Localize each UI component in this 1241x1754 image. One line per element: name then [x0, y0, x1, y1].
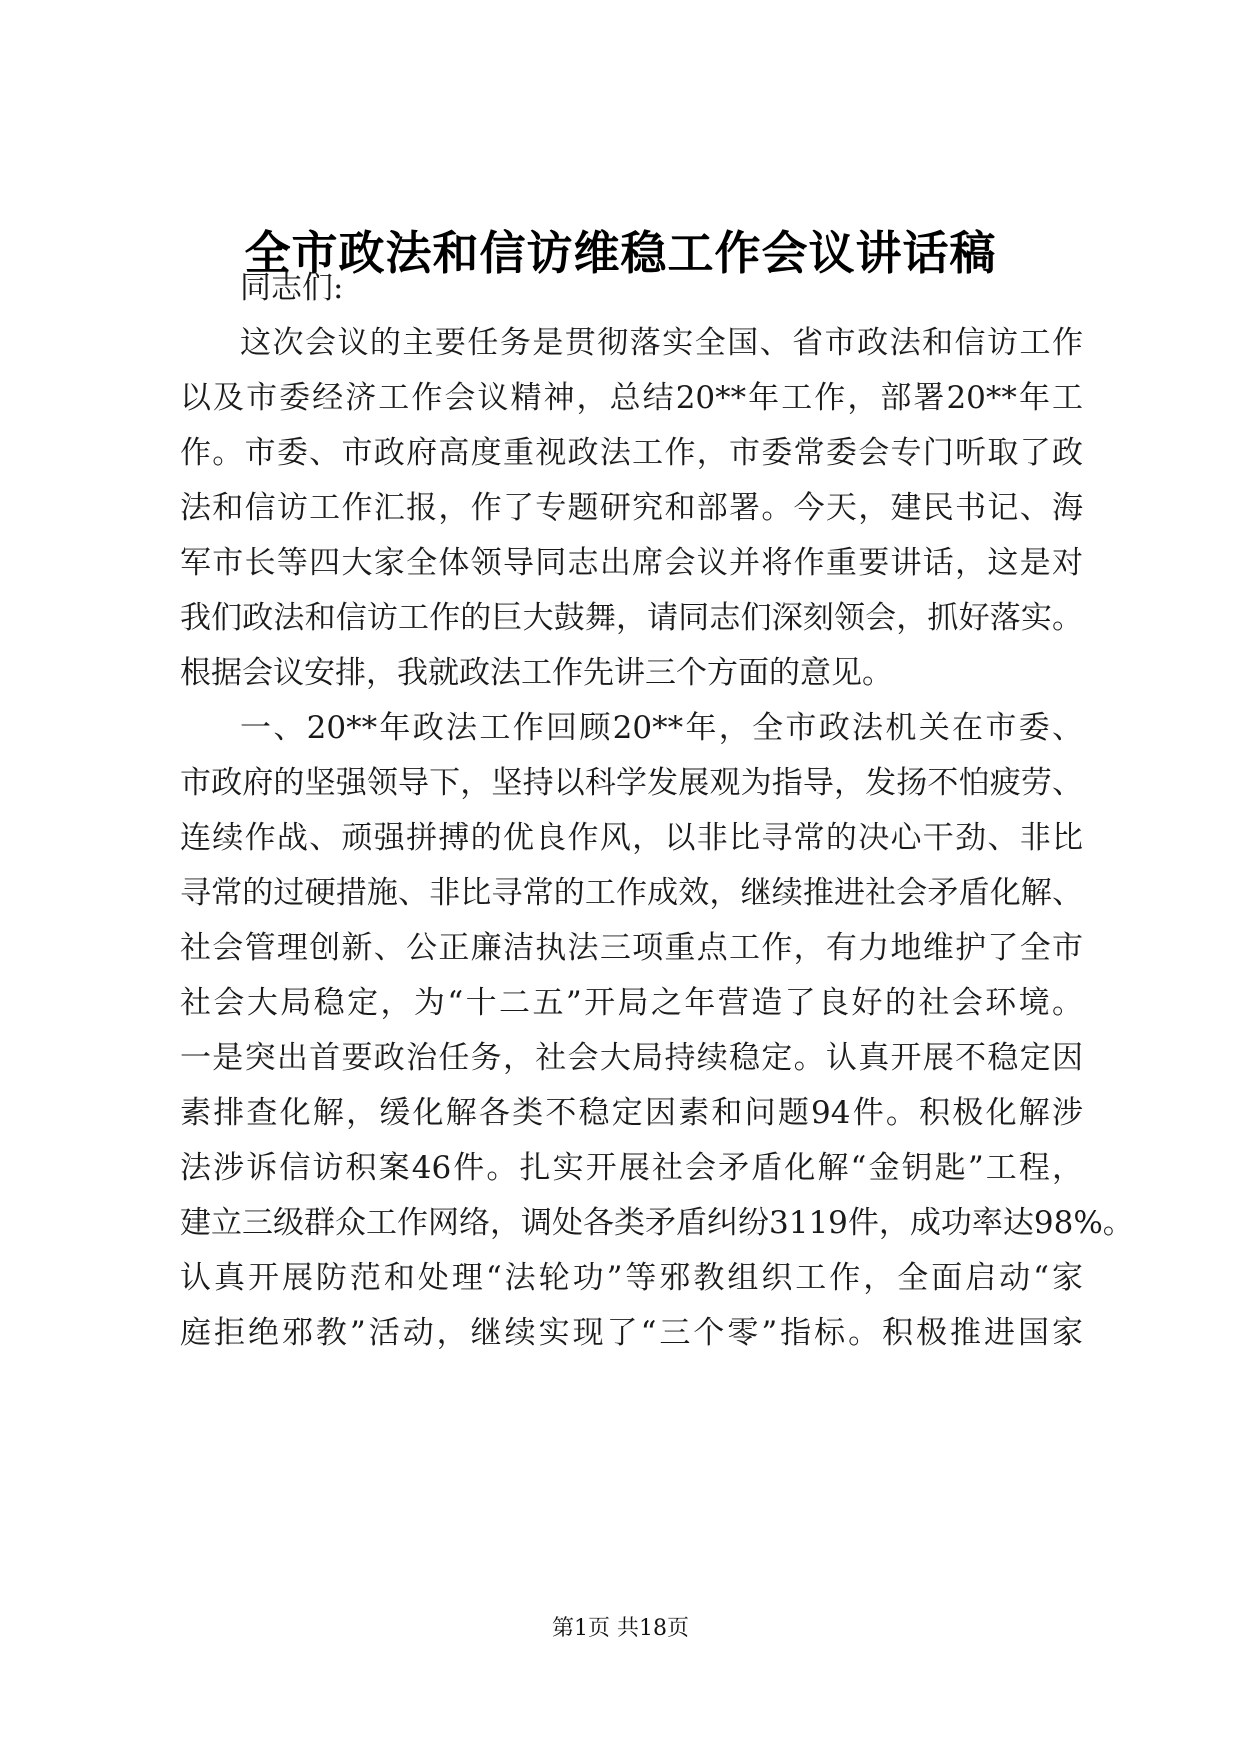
paragraph-line: 作。市委、市政府高度重视政法工作，市委常委会专门听取了政 [180, 435, 1083, 471]
paragraph-line: 以及市委经济工作会议精神，总结20**年工作，部署20**年工 [180, 380, 1083, 416]
paragraph-line: 军市长等四大家全体领导同志出席会议并将作重要讲话，这是对 [180, 545, 1083, 581]
paragraph-line: 根据会议安排，我就政法工作先讲三个方面的意见。 [180, 655, 893, 691]
paragraph-line: 庭拒绝邪教”活动，继续实现了“三个零”指标。积极推进国家 [180, 1315, 1083, 1351]
greeting: 同志们: [240, 270, 344, 306]
paragraph-line: 认真开展防范和处理“法轮功”等邪教组织工作，全面启动“家 [180, 1260, 1083, 1296]
paragraph-line: 这次会议的主要任务是贯彻落实全国、省市政法和信访工作 [240, 325, 1083, 361]
paragraph-line: 连续作战、顽强拼搏的优良作风，以非比寻常的决心干劲、非比 [180, 820, 1083, 856]
paragraph-line: 建立三级群众工作网络，调处各类矛盾纠纷3119件，成功率达98%。 [180, 1205, 1134, 1241]
section-heading-line: 一、20**年政法工作回顾20**年，全市政法机关在市委、 [240, 710, 1083, 746]
paragraph-line: 一是突出首要政治任务，社会大局持续稳定。认真开展不稳定因 [180, 1040, 1083, 1076]
page-number-footer: 第1页 共18页 [552, 1616, 689, 1641]
document-title: 全市政法和信访维稳工作会议讲话稿 [244, 226, 997, 280]
paragraph-line: 社会管理创新、公正廉洁执法三项重点工作，有力地维护了全市 [180, 930, 1083, 966]
paragraph-line: 我们政法和信访工作的巨大鼓舞，请同志们深刻领会，抓好落实。 [180, 600, 1083, 636]
paragraph-line: 社会大局稳定，为“十二五”开局之年营造了良好的社会环境。 [180, 985, 1083, 1021]
paragraph-line: 市政府的坚强领导下，坚持以科学发展观为指导，发扬不怕疲劳、 [180, 765, 1083, 801]
paragraph-line: 法和信访工作汇报，作了专题研究和部署。今天，建民书记、海 [180, 490, 1083, 526]
paragraph-line: 素排查化解，缓化解各类不稳定因素和问题94件。积极化解涉 [180, 1095, 1083, 1131]
paragraph-line: 法涉诉信访积案46件。扎实开展社会矛盾化解“金钥匙”工程， [180, 1150, 1083, 1186]
paragraph-line: 寻常的过硬措施、非比寻常的工作成效，继续推进社会矛盾化解、 [180, 875, 1083, 911]
